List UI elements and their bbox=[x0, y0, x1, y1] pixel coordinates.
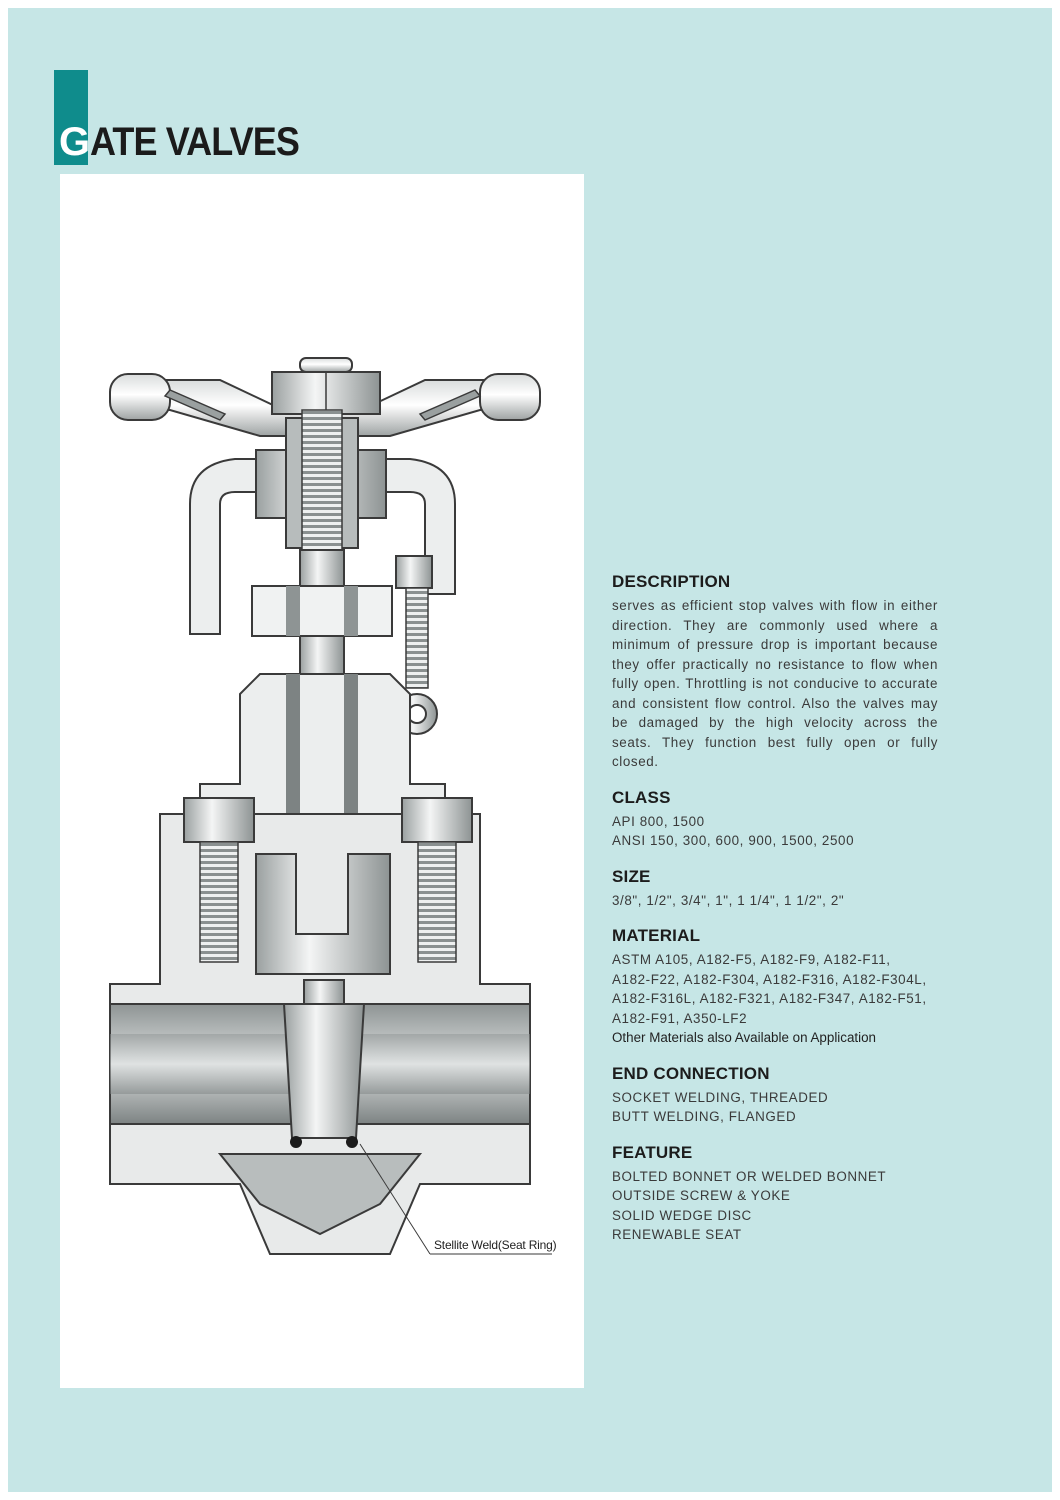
feature-line: SOLID WEDGE DISC bbox=[612, 1207, 752, 1223]
catalog-page bbox=[8, 8, 1052, 1492]
material-line: A182-F22, A182-F304, A182-F316, A182-F304L, bbox=[612, 971, 927, 987]
feature-line: RENEWABLE SEAT bbox=[612, 1227, 742, 1242]
eyebolt-nut bbox=[396, 556, 432, 588]
class-line: ANSI 150, 300, 600, 900, 1500, 2500 bbox=[612, 833, 855, 848]
bonnet bbox=[200, 674, 445, 814]
feature-line: BOLTED BONNET OR WELDED BONNET bbox=[612, 1168, 887, 1184]
gland-flange bbox=[252, 586, 392, 636]
section-feature bbox=[612, 1143, 938, 1245]
title-first-letter: G bbox=[59, 120, 90, 164]
section-class bbox=[612, 788, 938, 851]
material-note: Other Materials also Available on Application bbox=[612, 1030, 876, 1045]
material-line: ASTM A105, A182-F5, A182-F9, A182-F11, bbox=[612, 952, 891, 967]
section-heading: FEATURE bbox=[612, 1142, 693, 1162]
size-line: 3/8", 1/2", 3/4", 1", 1 1/4", 1 1/2", 2" bbox=[612, 892, 845, 908]
section-material bbox=[612, 926, 938, 1048]
section-heading: END CONNECTION bbox=[612, 1063, 770, 1083]
section-heading: DESCRIPTION bbox=[612, 572, 731, 591]
end-connection-line: SOCKET WELDING, THREADED bbox=[612, 1089, 829, 1105]
seat-ring-callout: Stellite Weld(Seat Ring) bbox=[434, 1238, 557, 1252]
title-text: ATE VALVES bbox=[90, 120, 300, 164]
seat-ring-right bbox=[346, 1136, 358, 1148]
wedge-disc bbox=[284, 1004, 364, 1138]
section-end-connection bbox=[612, 1064, 938, 1127]
stem-tip bbox=[300, 358, 352, 372]
seat-ring-left bbox=[290, 1136, 302, 1148]
class-line: API 800, 1500 bbox=[612, 813, 705, 829]
page-title bbox=[54, 70, 374, 170]
gate-valve-cutaway-drawing bbox=[60, 174, 584, 1388]
section-heading: CLASS bbox=[612, 787, 671, 807]
stem-thread bbox=[302, 410, 342, 550]
section-size bbox=[612, 867, 938, 911]
end-connection-line: BUTT WELDING, FLANGED bbox=[612, 1109, 797, 1124]
material-line: A182-F316L, A182-F321, A182-F347, A182-F51, bbox=[612, 991, 927, 1006]
eyebolt-thread bbox=[406, 588, 428, 688]
section-heading: SIZE bbox=[612, 866, 651, 886]
feature-line: OUTSIDE SCREW & YOKE bbox=[612, 1188, 791, 1203]
section-heading: MATERIAL bbox=[612, 926, 701, 945]
section-description bbox=[612, 572, 938, 772]
valve-illustration-panel bbox=[60, 174, 584, 1388]
material-line: A182-F91, A350-LF2 bbox=[612, 1010, 748, 1026]
description-text: serves as efficient stop valves with flow in either direction. They are commonly used where a minimum of pressure drop is important because they offer practically no resistance to flow when fully open. Throttling is not conducive to accurate and consistent flow control. Also the valves may be damaged by the high velocity across the seats. They function best fully open or fully closed. bbox=[612, 598, 938, 769]
specifications bbox=[612, 572, 938, 1261]
